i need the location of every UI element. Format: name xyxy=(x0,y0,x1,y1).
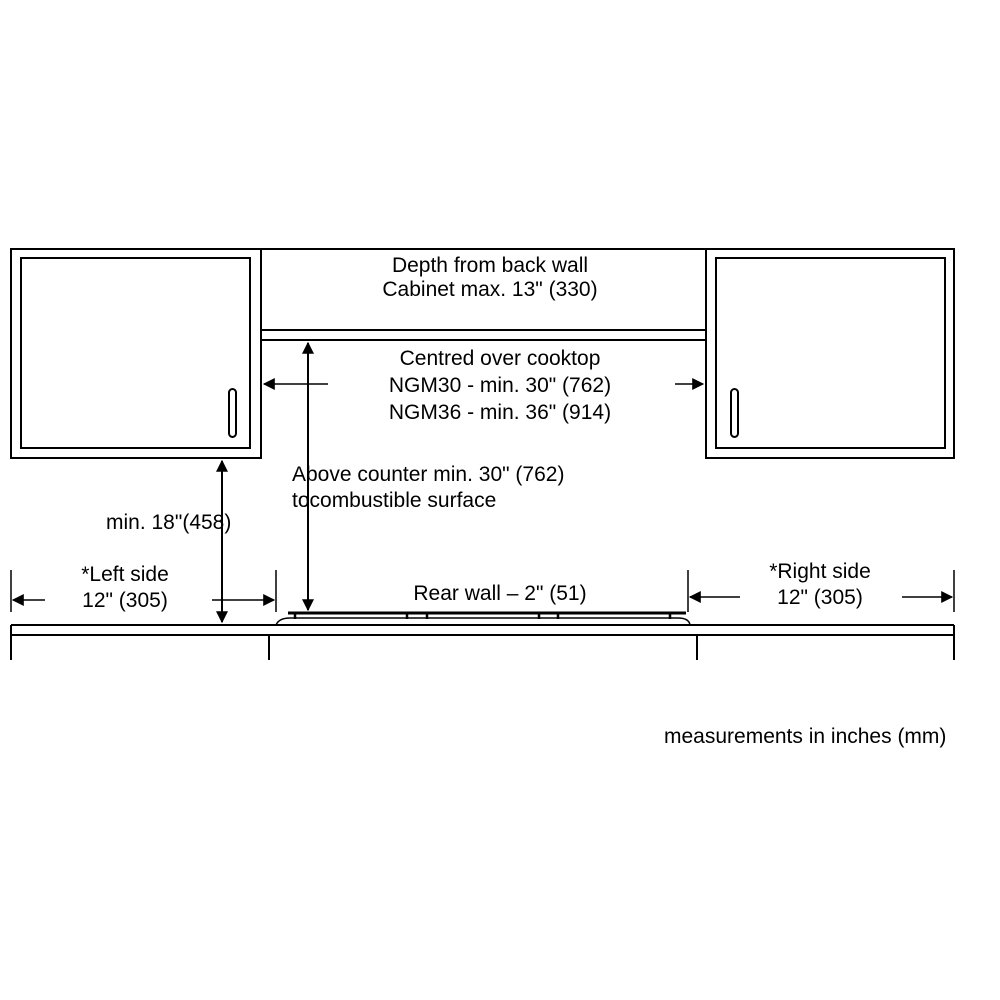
right-side-line1: *Right side xyxy=(769,560,871,583)
right-wall-cabinet xyxy=(706,249,954,458)
right-side-label xyxy=(735,560,905,610)
measurements-footnote: measurements in inches (mm) xyxy=(664,725,947,748)
centred-label-line2: NGM30 - min. 30" (762) xyxy=(388,374,612,397)
left-side-line2: 12" (305) xyxy=(82,589,168,612)
centred-label-line3: NGM36 - min. 36" (914) xyxy=(388,401,612,424)
countertop xyxy=(11,625,954,660)
above-counter-line2: tocombustible surface xyxy=(292,489,497,512)
right-side-line2: 12" (305) xyxy=(777,586,863,609)
cooktop xyxy=(276,613,690,625)
depth-label xyxy=(325,254,655,302)
rear-wall-label: Rear wall – 2" (51) xyxy=(413,582,587,605)
left-wall-cabinet xyxy=(11,249,261,458)
min-18-label: min. 18"(458) xyxy=(106,511,232,534)
left-side-label xyxy=(40,563,210,613)
left-side-line1: *Left side xyxy=(81,563,169,586)
left-cabinet-handle xyxy=(229,389,236,437)
depth-label-line1: Depth from back wall xyxy=(391,254,589,277)
right-cabinet-handle xyxy=(731,389,738,437)
above-counter-label xyxy=(292,463,564,513)
depth-label-line2: Cabinet max. 13" (330) xyxy=(382,278,598,301)
centred-label-line1: Centred over cooktop xyxy=(399,347,601,370)
centred-label xyxy=(340,347,660,425)
above-counter-line1: Above counter min. 30" (762) xyxy=(292,463,565,486)
